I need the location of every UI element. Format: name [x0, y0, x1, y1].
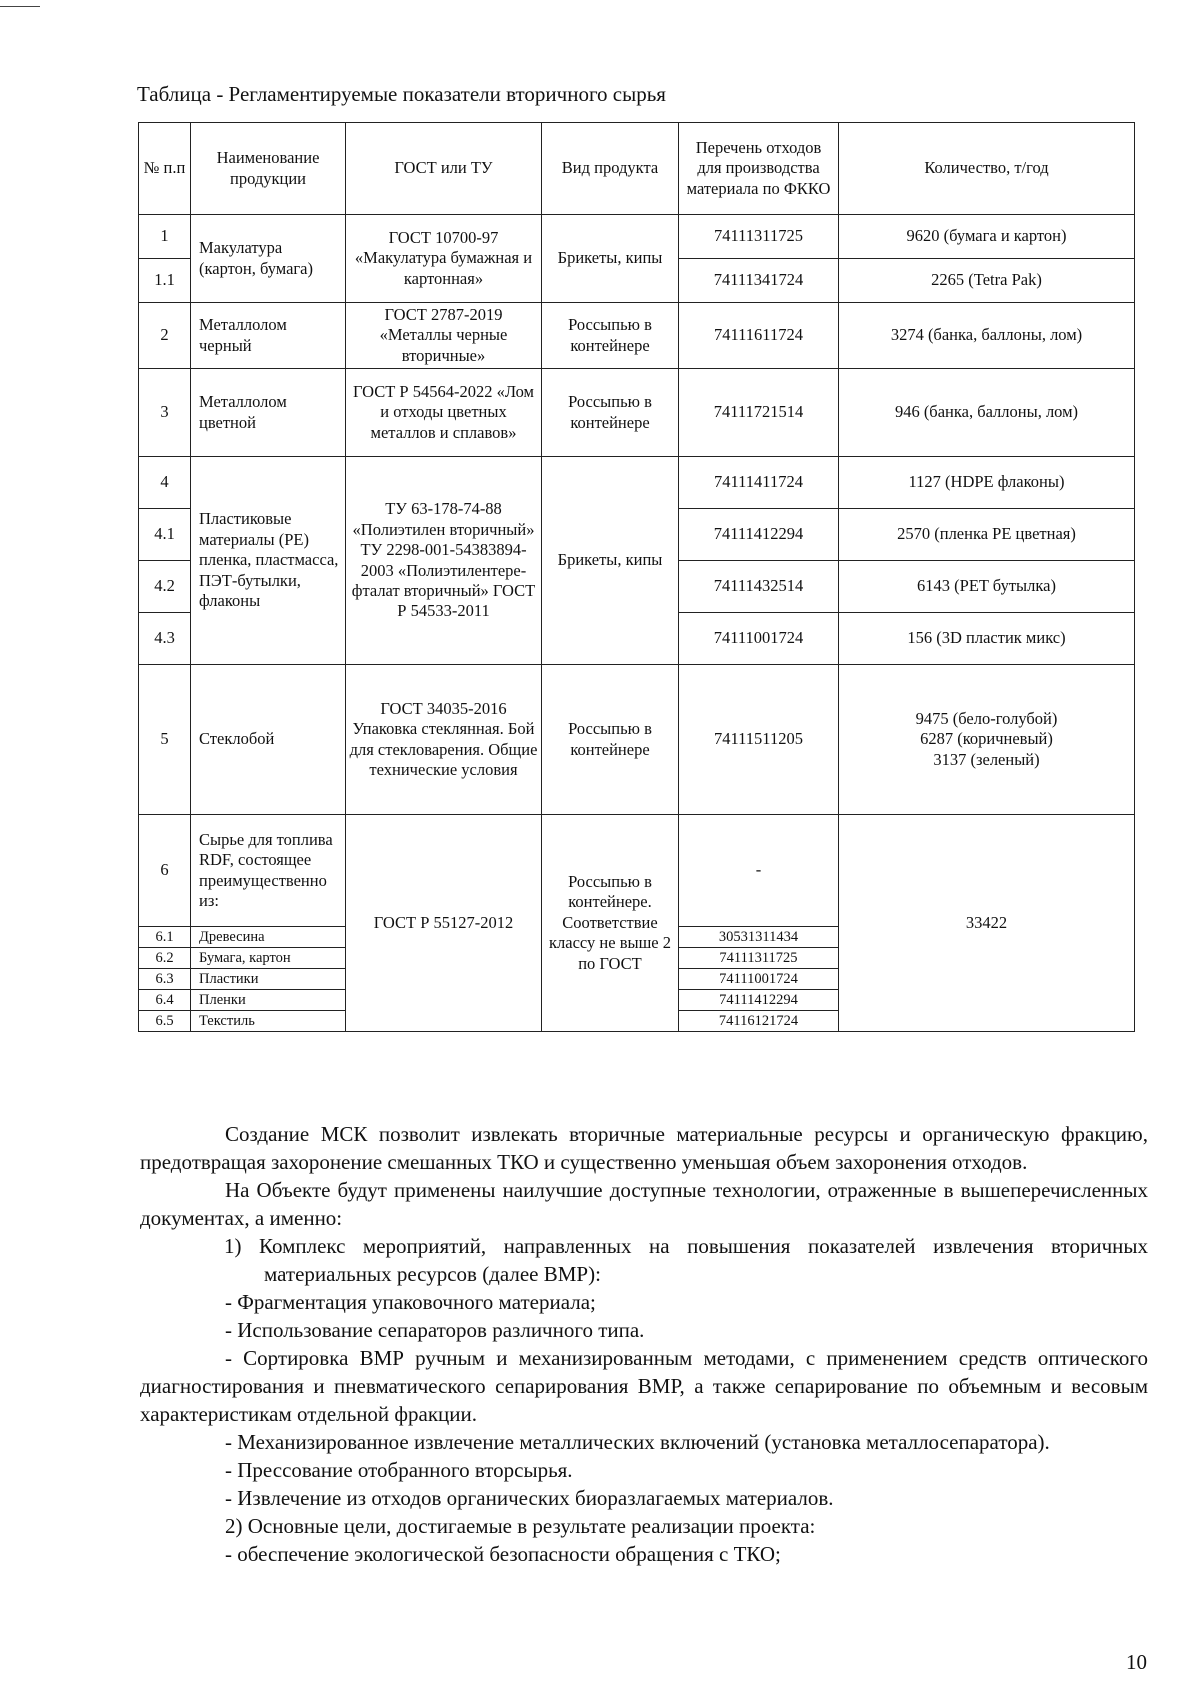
product-name: Пленки	[191, 990, 346, 1011]
fkko-code: 74111721514	[679, 369, 839, 457]
row-num: 6.4	[139, 990, 191, 1011]
quantity: 9620 (бумага и картон)	[839, 215, 1135, 259]
product-name: Пластиковые материалы (РЕ) пленка, пластмасса, ПЭТ-бутылки, флаконы	[191, 457, 346, 665]
numbered-item: 2) Основные цели, достигаемые в результате реализации проекта:	[225, 1514, 816, 1538]
fkko-code: -	[679, 815, 839, 927]
fkko-code: 74111001724	[679, 613, 839, 665]
row-num: 5	[139, 665, 191, 815]
fkko-code: 74111412294	[679, 509, 839, 561]
row-num: 6.1	[139, 927, 191, 948]
scan-edge-line	[0, 6, 40, 7]
quantity: 33422	[839, 815, 1135, 1032]
paragraph: На Объекте будут применены наилучшие доступные технологии, отраженные в вышеперечисленных документах, а именно:	[140, 1178, 1148, 1230]
fkko-code: 74111432514	[679, 561, 839, 613]
row-num: 4.1	[139, 509, 191, 561]
bullet-item: - обеспечение экологической безопасности обращения с ТКО;	[225, 1542, 781, 1566]
row-num: 3	[139, 369, 191, 457]
product-name: Стеклобой	[191, 665, 346, 815]
product-name: Пластики	[191, 969, 346, 990]
product-type: Россыпью в контейнере	[542, 369, 679, 457]
quantity	[839, 665, 1135, 815]
quantity-line: 6287 (коричневый)	[920, 729, 1053, 749]
gost-cell: ГОСТ 10700-97 «Макулатура бумажная и картонная»	[346, 215, 542, 303]
table-row	[139, 665, 1135, 815]
fkko-code: 74111311725	[679, 215, 839, 259]
bullet-item: - Механизированное извлечение металлических включений (установка металлосепаратора).	[225, 1430, 1050, 1454]
product-name: Древесина	[191, 927, 346, 948]
product-name: Металлолом черный	[191, 303, 346, 369]
bullet-item: - Фрагментация упаковочного материала;	[225, 1290, 596, 1314]
header-fkko: Перечень отходов для производства материала по ФККО	[679, 123, 839, 215]
table-row	[139, 457, 1135, 509]
row-num: 6	[139, 815, 191, 927]
header-name: Наименование продукции	[191, 123, 346, 215]
header-gost: ГОСТ или ТУ	[346, 123, 542, 215]
page-number: 10	[1126, 1650, 1147, 1674]
quantity: 3274 (банка, баллоны, лом)	[839, 303, 1135, 369]
header-qty: Количество, т/год	[839, 123, 1135, 215]
table-row	[139, 815, 1135, 927]
product-name: Металлолом цветной	[191, 369, 346, 457]
gost-cell: ГОСТ 2787-2019 «Металлы черные вторичные»	[346, 303, 542, 369]
product-type: Россыпью в контейнере. Соответствие классу не выше 2 по ГОСТ	[542, 815, 679, 1032]
product-type: Брикеты, кипы	[542, 457, 679, 665]
regulated-indicators-table	[138, 122, 1135, 1032]
fkko-code: 30531311434	[679, 927, 839, 948]
row-num: 4	[139, 457, 191, 509]
quantity-line: 3137 (зеленый)	[933, 749, 1040, 769]
fkko-code: 74111311725	[679, 948, 839, 969]
body-text	[140, 1120, 1148, 1568]
fkko-code: 74111341724	[679, 259, 839, 303]
product-type: Россыпью в контейнере	[542, 303, 679, 369]
table-row	[139, 369, 1135, 457]
product-name: Макулатура (картон, бумага)	[191, 215, 346, 303]
table-caption: Таблица - Регламентируемые показатели вторичного сырья	[137, 82, 666, 106]
product-name: Бумага, картон	[191, 948, 346, 969]
row-num: 1.1	[139, 259, 191, 303]
row-num: 6.3	[139, 969, 191, 990]
quantity: 6143 (PET бутылка)	[839, 561, 1135, 613]
bullet-item: - Сортировка ВМР ручным и механизированным методами, с применением средств оптического диагностирования и пневматического сепарирования ВМР, а также сепарирование по объемным и весовым характеристикам отдельной фракции.	[140, 1346, 1148, 1426]
gost-cell: ТУ 63-178-74-88 «Полиэтилен вторичный» ТУ 2298-001-54383894-2003 «Полиэтилентере-фталат вторичный» ГОСТ Р 54533-2011	[346, 457, 542, 665]
fkko-code: 74111412294	[679, 990, 839, 1011]
paragraph: Создание МСК позволит извлекать вторичные материальные ресурсы и органическую фракцию, предотвращая захоронение смешанных ТКО и существенно уменьшая объем захоронения отходов.	[140, 1122, 1148, 1174]
gost-cell: ГОСТ Р 54564-2022 «Лом и отходы цветных металлов и сплавов»	[346, 369, 542, 457]
product-type: Россыпью в контейнере	[542, 665, 679, 815]
bullet-item: - Использование сепараторов различного типа.	[225, 1318, 645, 1342]
quantity: 2265 (Tetra Pak)	[839, 259, 1135, 303]
fkko-code: 74111611724	[679, 303, 839, 369]
gost-cell: ГОСТ 34035-2016 Упаковка стеклянная. Бой для стекловарения. Общие технические условия	[346, 665, 542, 815]
fkko-code: 74111001724	[679, 969, 839, 990]
row-num: 4.3	[139, 613, 191, 665]
quantity-line: 9475 (бело-голубой)	[915, 708, 1058, 728]
quantity: 946 (банка, баллоны, лом)	[839, 369, 1135, 457]
row-num: 6.5	[139, 1011, 191, 1032]
quantity: 1127 (HDPE флаконы)	[839, 457, 1135, 509]
row-num: 2	[139, 303, 191, 369]
quantity: 2570 (пленка РЕ цветная)	[839, 509, 1135, 561]
fkko-code: 74111511205	[679, 665, 839, 815]
bullet-item: - Прессование отобранного вторсырья.	[225, 1458, 573, 1482]
table-header-row	[139, 123, 1135, 215]
bullet-item: - Извлечение из отходов органических биоразлагаемых материалов.	[225, 1486, 834, 1510]
table-row	[139, 303, 1135, 369]
quantity: 156 (3D пластик микс)	[839, 613, 1135, 665]
row-num: 6.2	[139, 948, 191, 969]
product-name: Сырье для топлива RDF, состоящее преимущественно из:	[191, 815, 346, 927]
gost-cell: ГОСТ Р 55127-2012	[346, 815, 542, 1032]
row-num: 1	[139, 215, 191, 259]
product-name: Текстиль	[191, 1011, 346, 1032]
header-type: Вид продукта	[542, 123, 679, 215]
numbered-item: 1) Комплекс мероприятий, направленных на повышения показателей извлечения вторичных материальных ресурсов (далее ВМР):	[224, 1234, 1148, 1286]
fkko-code: 74116121724	[679, 1011, 839, 1032]
product-type: Брикеты, кипы	[542, 215, 679, 303]
header-num: № п.п	[139, 123, 191, 215]
table-row	[139, 215, 1135, 259]
fkko-code: 74111411724	[679, 457, 839, 509]
row-num: 4.2	[139, 561, 191, 613]
